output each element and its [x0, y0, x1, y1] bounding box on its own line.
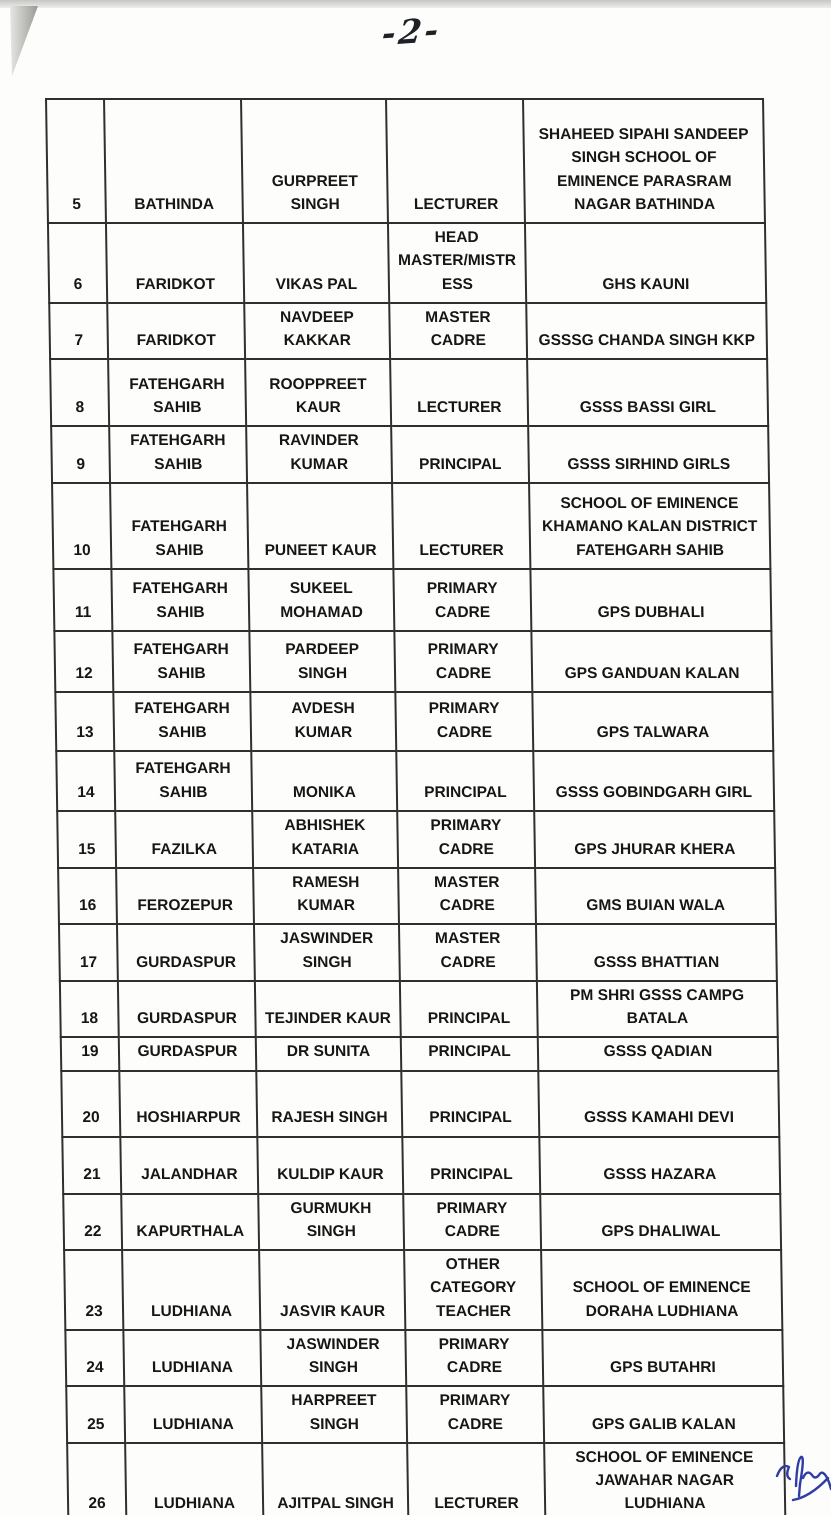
cell-designation: PRIMARY CADRE [405, 1330, 543, 1387]
cell-school: GMS BUIAN WALA [535, 868, 776, 925]
cell-sr-no: 24 [65, 1330, 124, 1387]
cell-sr-no: 21 [62, 1137, 121, 1194]
table-row [49, 303, 767, 360]
cell-school: GPS DHALIWAL [540, 1194, 781, 1251]
cell-sr-no: 26 [67, 1443, 126, 1515]
cell-school: GPS GALIB KALAN [543, 1386, 784, 1443]
cell-name: TEJINDER KAUR [255, 981, 401, 1038]
table-row [58, 868, 776, 925]
cell-district: FAZILKA [115, 811, 253, 868]
cell-district: JALANDHAR [120, 1137, 258, 1194]
cell-designation: HEAD MASTER/MISTR ESS [388, 223, 526, 303]
cell-sr-no: 17 [59, 924, 118, 981]
cell-designation: MASTER CADRE [399, 924, 537, 981]
cell-sr-no: 20 [61, 1071, 120, 1137]
cell-name: NAVDEEP KAKKAR [244, 303, 390, 360]
cell-school: GPS DUBHALI [530, 569, 771, 631]
table-row [60, 981, 778, 1038]
page-corner-fold-icon [6, 6, 46, 86]
cell-school: GSSS QADIAN [538, 1037, 779, 1070]
cell-designation: OTHER CATEGORY TEACHER [404, 1250, 542, 1330]
cell-school: GSSS KAMAHI DEVI [538, 1071, 779, 1137]
cell-designation: PRINCIPAL [401, 1071, 539, 1137]
cell-name: JASVIR KAUR [259, 1250, 405, 1330]
cell-school: GSSS BHATTIAN [536, 924, 777, 981]
cell-district: KAPURTHALA [121, 1194, 259, 1251]
cell-name: PUNEET KAUR [247, 483, 393, 569]
cell-district: LUDHIANA [125, 1443, 263, 1515]
cell-district: FATEHGARH SAHIB [113, 692, 251, 751]
cell-district: FARIDKOT [107, 303, 245, 360]
cell-sr-no: 5 [46, 99, 106, 223]
table-row [55, 692, 773, 751]
cell-sr-no: 23 [64, 1250, 123, 1330]
cell-designation: PRINCIPAL [391, 426, 529, 483]
cell-sr-no: 15 [57, 811, 116, 868]
cell-name: MONIKA [251, 751, 397, 811]
page-number: -2- [380, 9, 444, 54]
cell-name: GURPREET SINGH [241, 99, 388, 223]
cell-district: GURDASPUR [119, 1037, 257, 1070]
cell-district: HOSHIARPUR [119, 1071, 257, 1137]
cell-name: JASWINDER SINGH [254, 924, 400, 981]
cell-district: FATEHGARH SAHIB [114, 751, 252, 811]
cell-school: GPS BUTAHRI [542, 1330, 783, 1387]
cell-school: GSSS HAZARA [539, 1137, 780, 1194]
cell-sr-no: 18 [60, 981, 119, 1038]
table-row [56, 751, 774, 811]
table-row [48, 223, 766, 303]
cell-district: FATEHGARH SAHIB [110, 483, 248, 569]
table-row [67, 1443, 785, 1515]
cell-name: RAVINDER KUMAR [246, 426, 392, 483]
table-row [64, 1250, 782, 1330]
table-row [53, 569, 771, 631]
cell-name: GURMUKH SINGH [258, 1194, 404, 1251]
cell-sr-no: 12 [54, 631, 113, 692]
cell-district: FATEHGARH SAHIB [109, 426, 247, 483]
cell-district: LUDHIANA [123, 1330, 261, 1387]
cell-school: SCHOOL OF EMINENCE KHAMANO KALAN DISTRICT FATEHGARH SAHIB [529, 483, 770, 569]
table-row [65, 1330, 783, 1387]
cell-name: PARDEEP SINGH [249, 631, 395, 692]
cell-sr-no: 19 [61, 1037, 120, 1070]
cell-sr-no: 14 [56, 751, 115, 811]
cell-designation: PRIMARY CADRE [393, 569, 531, 631]
cell-designation: MASTER CADRE [389, 303, 527, 360]
cell-school: GSSS SIRHIND GIRLS [528, 426, 769, 483]
cell-name: VIKAS PAL [243, 223, 389, 303]
cell-designation: LECTURER [386, 99, 525, 223]
cell-school: GSSS BASSI GIRL [527, 359, 768, 426]
cell-sr-no: 22 [63, 1194, 122, 1251]
cell-designation: PRINCIPAL [402, 1137, 540, 1194]
cell-sr-no: 7 [49, 303, 108, 360]
table-row [51, 426, 769, 483]
cell-name: ROOPPREET KAUR [245, 359, 391, 426]
cell-school: GPS GANDUAN KALAN [531, 631, 772, 692]
scan-edge-shadow [0, 0, 831, 8]
cell-designation: LECTURER [407, 1443, 545, 1515]
cell-sr-no: 16 [58, 868, 117, 925]
table-row [66, 1386, 784, 1443]
cell-name: AJITPAL SINGH [262, 1443, 408, 1515]
cell-designation: PRINCIPAL [396, 751, 534, 811]
cell-school: PM SHRI GSSS CAMPG BATALA [537, 981, 778, 1038]
cell-name: RAMESH KUMAR [253, 868, 399, 925]
cell-district: LUDHIANA [124, 1386, 262, 1443]
cell-sr-no: 11 [53, 569, 112, 631]
cell-school: SCHOOL OF EMINENCE DORAHA LUDHIANA [541, 1250, 782, 1330]
cell-name: DR SUNITA [256, 1037, 402, 1070]
cell-designation: PRINCIPAL [400, 981, 538, 1038]
cell-name: AVDESH KUMAR [250, 692, 396, 751]
cell-sr-no: 9 [51, 426, 110, 483]
cell-designation: LECTURER [390, 359, 528, 426]
cell-name: RAJESH SINGH [256, 1071, 402, 1137]
table-row [59, 924, 777, 981]
table-row [62, 1137, 780, 1194]
cell-sr-no: 13 [55, 692, 114, 751]
cell-name: SUKEEL MOHAMAD [248, 569, 394, 631]
cell-name: KULDIP KAUR [257, 1137, 403, 1194]
cell-sr-no: 6 [48, 223, 107, 303]
cell-district: GURDASPUR [118, 981, 256, 1038]
cell-school: GHS KAUNI [525, 223, 766, 303]
cell-district: GURDASPUR [117, 924, 255, 981]
table-row [57, 811, 775, 868]
table-row [50, 359, 768, 426]
table-row [52, 483, 770, 569]
cell-name: HARPREET SINGH [261, 1386, 407, 1443]
cell-district: BATHINDA [104, 99, 243, 223]
cell-name: JASWINDER SINGH [260, 1330, 406, 1387]
cell-designation: MASTER CADRE [398, 868, 536, 925]
cell-school: GSSSG CHANDA SINGH KKP [526, 303, 767, 360]
cell-designation: LECTURER [392, 483, 530, 569]
cell-district: LUDHIANA [122, 1250, 260, 1330]
cell-sr-no: 8 [50, 359, 109, 426]
table-body [46, 99, 785, 1515]
cell-sr-no: 25 [66, 1386, 125, 1443]
cell-name: ABHISHEK KATARIA [252, 811, 398, 868]
signature-ink-icon [772, 1442, 831, 1515]
staff-table [45, 98, 786, 1515]
table-row [63, 1194, 781, 1251]
cell-school: GSSS GOBINDGARH GIRL [533, 751, 774, 811]
cell-district: FEROZEPUR [116, 868, 254, 925]
table-row [46, 99, 765, 223]
cell-school: SHAHEED SIPAHI SANDEEP SINGH SCHOOL OF EMINENCE PARASRAM NAGAR BATHINDA [523, 99, 765, 223]
table-row [61, 1037, 779, 1070]
cell-district: FATEHGARH SAHIB [112, 631, 250, 692]
cell-district: FARIDKOT [106, 223, 244, 303]
cell-school: GPS JHURAR KHERA [534, 811, 775, 868]
cell-designation: PRIMARY CADRE [395, 692, 533, 751]
cell-designation: PRIMARY CADRE [394, 631, 532, 692]
table-row [61, 1071, 779, 1137]
cell-designation: PRIMARY CADRE [397, 811, 535, 868]
cell-school: SCHOOL OF EMINENCE JAWAHAR NAGAR LUDHIANA [544, 1443, 785, 1515]
cell-sr-no: 10 [52, 483, 111, 569]
cell-designation: PRIMARY CADRE [406, 1386, 544, 1443]
cell-district: FATEHGARH SAHIB [108, 359, 246, 426]
cell-school: GPS TALWARA [532, 692, 773, 751]
cell-designation: PRINCIPAL [401, 1037, 539, 1070]
table-row [54, 631, 772, 692]
cell-district: FATEHGARH SAHIB [111, 569, 249, 631]
cell-designation: PRIMARY CADRE [403, 1194, 541, 1251]
